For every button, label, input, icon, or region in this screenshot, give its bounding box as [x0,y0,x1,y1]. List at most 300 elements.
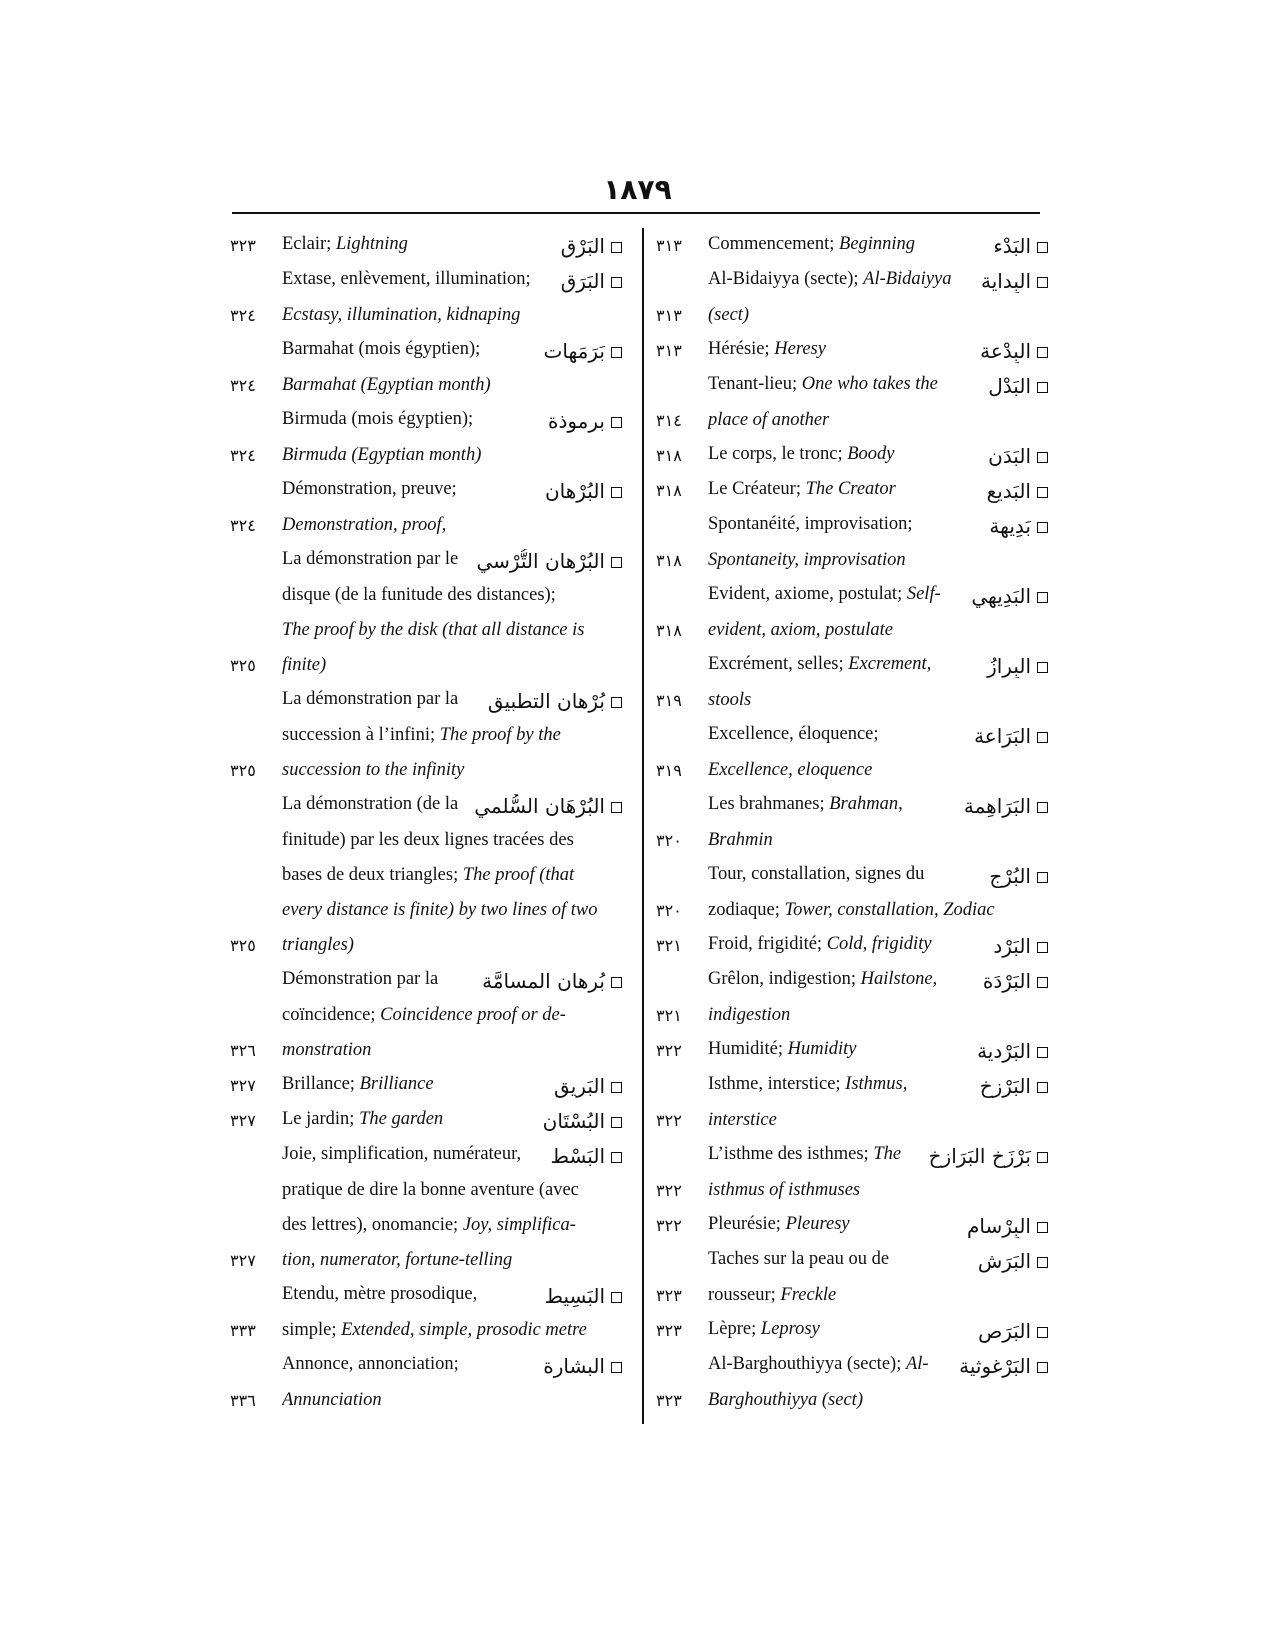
entry-line [656,1243,1060,1278]
entry-text [708,900,1048,921]
square-bullet-icon [611,242,622,253]
square-bullet-icon [611,1362,622,1373]
arabic-headword [545,479,622,503]
arabic-headword [987,654,1048,678]
english-text: stools [708,690,752,710]
english-text: Excrement, [848,653,932,674]
english-text: Barghouthiyya (sect) [708,1390,863,1410]
page-reference: ٣٢٢ [656,1111,682,1130]
french-text: disque (de la funitude des distances); [282,585,556,605]
french-text: Démonstration, preuve; [282,478,457,499]
french-text: Le Créateur; [708,478,806,499]
english-text: The [873,1143,902,1164]
french-text: Lèpre; [708,1318,761,1339]
headword-text: البَسْط [550,1143,605,1168]
entry-text [282,830,622,851]
page-reference: ٣٢٧ [230,1251,256,1270]
entry-line [656,368,1060,403]
page-reference: ٣٢١ [656,1006,682,1025]
entry-text [282,760,622,781]
french-text: des lettres), onomancie; [282,1215,463,1235]
french-text: coïncidence; [282,1005,381,1025]
entry-text [282,620,622,641]
entry-text [282,409,622,433]
headword-text: بَرَمَهات [543,338,605,363]
entry-line [656,893,1060,928]
english-text: The proof by the disk (that all distance is [282,620,585,640]
entry-line [230,438,634,473]
column-divider [642,228,644,1424]
headword-text: البَرْد [993,933,1031,958]
entry-text [282,479,622,503]
arabic-headword [989,514,1048,538]
entry-text [708,1214,1048,1238]
entry-text [708,374,1048,398]
headword-text: البَسِيط [544,1283,605,1308]
english-text: Heresy [774,338,826,359]
entry-text [708,514,1048,538]
french-text: bases de deux triangles; [282,865,463,885]
entry-text [708,690,1048,711]
english-text: Joy, simplifica- [462,1215,576,1235]
square-bullet-icon [611,802,622,813]
entry-text [282,339,622,363]
english-text: monstration [282,1040,372,1060]
page-reference: ٣٢٠ [656,831,682,850]
entry-line [230,1068,634,1103]
page-reference: ٣٢٥ [230,656,256,675]
entry-text [282,234,622,258]
french-text: succession à l’infini; [282,725,440,745]
headword-text: البَدْء [993,233,1031,258]
entry-line [230,648,634,683]
page-reference: ٣٢٢ [656,1216,682,1235]
entry-line [656,333,1060,368]
square-bullet-icon [1037,662,1048,673]
headword-text: البشارة [543,1353,605,1378]
french-text: Barmahat (mois égyptien); [282,338,481,359]
french-text: Spontanéité, improvisation; [708,513,913,534]
square-bullet-icon [611,697,622,708]
headword-text: البَرْغوثية [959,1353,1031,1378]
arabic-headword [488,689,622,713]
french-text: Démonstration par la [282,968,439,989]
entry-line [230,998,634,1033]
headword-text: البُرْهان [544,478,605,503]
page-reference: ٣٢١ [656,936,682,955]
entry-text [282,1144,622,1168]
french-text: Les brahmanes; [708,793,830,814]
square-bullet-icon [1037,487,1048,498]
french-text: Commencement; [708,233,840,254]
entry-line [656,228,1060,263]
entry-line [656,1383,1060,1418]
arabic-headword [989,864,1048,888]
entry-text [708,1390,1048,1411]
french-text: rousseur; [708,1285,781,1305]
french-text: zodiaque; [708,900,785,920]
entry-line [656,858,1060,893]
french-text: Birmuda (mois égyptien); [282,408,474,429]
arabic-headword [929,1144,1048,1168]
english-text: Brilliance [359,1073,434,1094]
french-text: pratique de dire la bonne aventure (avec [282,1180,579,1200]
french-text: Froid, frigidité; [708,933,827,954]
french-text: Eclair; [282,233,336,254]
french-text: Al-Barghouthiyya (secte); [708,1353,906,1374]
headword-text: البَديع [986,478,1031,503]
entry-text [282,445,622,466]
arabic-headword [548,409,622,433]
square-bullet-icon [611,977,622,988]
page-reference: ٣٢٣ [230,236,256,255]
english-text: Self- [906,583,941,604]
entry-text [708,760,1048,781]
square-bullet-icon [611,1152,622,1163]
french-text: Pleurésie; [708,1213,786,1234]
page-reference: ٣٢٤ [230,446,256,465]
entry-line [230,1348,634,1383]
entry-line [656,1033,1060,1068]
arabic-headword [993,234,1048,258]
square-bullet-icon [1037,872,1048,883]
english-text: Beginning [839,233,916,254]
square-bullet-icon [1037,942,1048,953]
entry-line [230,788,634,823]
page-reference: ٣٢٤ [230,306,256,325]
column-left [656,228,1060,1418]
entry-line [230,1313,634,1348]
entry-text [708,479,1048,503]
arabic-headword [988,374,1048,398]
entry-text [708,934,1048,958]
english-text: Coincidence proof or de- [380,1005,566,1025]
entry-line [230,963,634,998]
english-text: Birmuda (Egyptian month) [282,445,482,465]
entry-text [282,1074,622,1098]
arabic-headword [993,934,1048,958]
entry-text [282,655,622,676]
headword-text: بَدِيهة [989,513,1031,538]
english-text: The proof (that [462,865,575,885]
english-text: Leprosy [760,1318,820,1339]
entry-text [282,1320,622,1341]
square-bullet-icon [611,1082,622,1093]
entry-text [282,689,622,713]
square-bullet-icon [1037,1082,1048,1093]
square-bullet-icon [1037,1047,1048,1058]
french-text: Grêlon, indigestion; [708,968,861,989]
arabic-headword [978,1249,1048,1273]
entry-line [230,613,634,648]
english-text: indigestion [708,1005,791,1025]
entry-text [708,234,1048,258]
headword-text: البَدَن [988,443,1031,468]
arabic-headword [554,1074,622,1098]
page-reference: ٣١٨ [656,481,682,500]
square-bullet-icon [1037,452,1048,463]
entry-line [656,613,1060,648]
english-text: Spontaneity, improvisation [708,550,906,570]
arabic-headword [983,969,1048,993]
page-reference: ٣٢٣ [656,1321,682,1340]
entry-line [656,1068,1060,1103]
entry-line [656,403,1060,438]
entry-text [282,1390,622,1411]
french-text: Excellence, éloquence; [708,723,879,744]
headword-text: برموذة [547,408,605,433]
entry-line [656,683,1060,718]
entry-line [230,718,634,753]
english-text: Cold, frigidity [826,933,932,954]
english-text: Demonstration, proof, [282,515,447,535]
arabic-headword [561,234,622,258]
french-text: Le jardin; [282,1108,360,1129]
headword-text: البِدْعة [980,338,1031,363]
square-bullet-icon [1037,382,1048,393]
entry-line [230,753,634,788]
english-text: Brahmin [708,830,773,850]
entry-line [230,368,634,403]
entry-text [282,1250,622,1271]
french-text: La démonstration par le [282,548,459,569]
french-text: Humidité; [708,1038,788,1059]
arabic-headword [544,1284,622,1308]
entry-text [708,794,1048,818]
french-text: Isthme, interstice; [708,1073,846,1094]
arabic-headword [974,724,1048,748]
entry-text [282,1284,622,1308]
page-reference: ٣٣٣ [230,1321,256,1340]
french-text: Al-Bidaiyya (secte); [708,268,864,289]
square-bullet-icon [1037,242,1048,253]
english-text: Excellence, eloquence [708,760,873,780]
french-text: simple; [282,1320,342,1340]
entry-line [656,1103,1060,1138]
french-text: Joie, simplification, numérateur, [282,1143,522,1164]
square-bullet-icon [1037,1362,1048,1373]
page-reference: ٣٢٠ [656,901,682,920]
entry-text [282,549,622,573]
french-text: Hérésie; [708,338,775,359]
headword-text: البُرْهَان السُّلمي [474,793,605,818]
arabic-headword [550,1144,622,1168]
entry-line [656,508,1060,543]
page-reference: ٣١٩ [656,761,682,780]
english-text: succession to the infinity [282,760,465,780]
entry-line [230,403,634,438]
entry-text [708,305,1048,326]
entry-line [656,1208,1060,1243]
english-text: Boody [847,443,895,464]
page-reference: ٣١٤ [656,411,682,430]
square-bullet-icon [611,1292,622,1303]
english-text: (sect) [708,305,750,325]
entry-line [230,298,634,333]
arabic-headword [482,969,622,993]
entry-text [282,725,622,746]
entry-line [656,1348,1060,1383]
headword-text: البِداية [980,268,1031,293]
entry-line [656,753,1060,788]
arabic-headword [544,339,622,363]
french-text: Extase, enlèvement, illumination; [282,268,531,289]
entry-line [656,578,1060,613]
arabic-headword [964,794,1048,818]
headword-text: بَرْزَخ البَرَازخ [928,1143,1031,1168]
entry-text [282,305,622,326]
french-text: L’isthme des isthmes; [708,1143,874,1164]
arabic-headword [980,339,1048,363]
entry-text [282,794,622,818]
arabic-headword [476,549,622,573]
english-text: Annunciation [282,1390,382,1410]
top-rule [232,212,1040,214]
page-reference: ٣٣٦ [230,1391,256,1410]
english-text: Al- [905,1353,929,1374]
entry-line [230,858,634,893]
headword-text: البَرَش [977,1248,1031,1273]
english-text: Ecstasy, illumination, kidnaping [282,305,521,325]
entry-text [708,1110,1048,1131]
entry-line [656,473,1060,508]
french-text: Etendu, mètre prosodique, [282,1283,478,1304]
entry-line [656,263,1060,298]
page-reference: ٣٢٣ [656,1391,682,1410]
arabic-headword [978,1319,1048,1343]
english-text: The proof by the [439,725,561,745]
page-reference: ٣٢٢ [656,1181,682,1200]
headword-text: البَرْدَة [982,968,1031,993]
arabic-headword [543,1354,622,1378]
page-reference: ٣٢٥ [230,936,256,955]
arabic-headword [959,1354,1048,1378]
french-text: Evident, axiome, postulat; [708,583,907,604]
square-bullet-icon [1037,347,1048,358]
page-reference: ٣١٨ [656,551,682,570]
entry-line [656,718,1060,753]
entry-text [708,864,1048,888]
english-text: Extended, simple, prosodic metre [341,1320,587,1340]
entry-text [708,654,1048,678]
french-text: Tour, constallation, signes du [708,863,925,884]
arabic-headword [967,1214,1048,1238]
english-text: place of another [708,410,830,430]
page-reference: ٣١٣ [656,306,682,325]
page-reference: ٣٢٥ [230,761,256,780]
arabic-headword [543,1109,622,1133]
english-text: Brahman, [829,793,903,814]
headword-text: البُرْج [989,863,1031,888]
arabic-headword [971,584,1048,608]
entry-text [708,620,1048,641]
english-text: Barmahat (Egyptian month) [282,375,491,395]
entry-text [708,444,1048,468]
entry-line [656,998,1060,1033]
arabic-headword [987,479,1048,503]
french-text: finitude) par les deux lignes tracées des [282,830,574,850]
english-text: finite) [282,655,327,675]
square-bullet-icon [1037,1152,1048,1163]
entry-text [282,1354,622,1378]
english-text: Humidity [787,1038,857,1059]
arabic-headword [980,1074,1048,1098]
entry-text [282,1180,622,1201]
entry-line [230,578,634,613]
headword-text: البَرَاعة [974,723,1031,748]
square-bullet-icon [1037,522,1048,533]
entry-text [708,1074,1048,1098]
entry-line [230,1208,634,1243]
headword-text: البَرْق [560,233,605,258]
entry-line [230,473,634,508]
french-text: Le corps, le tronc; [708,443,848,464]
entry-line [230,543,634,578]
french-text: Excrément, selles; [708,653,849,674]
entry-text [282,1109,622,1133]
english-text: Freckle [780,1285,837,1305]
entry-text [708,339,1048,363]
entry-line [656,298,1060,333]
entry-line [230,508,634,543]
headword-text: البَرْزخ [979,1073,1031,1098]
page-reference: ٣٢٧ [230,1076,256,1095]
entry-line [230,1033,634,1068]
headword-text: البِرازُ [987,653,1031,678]
square-bullet-icon [1037,1222,1048,1233]
square-bullet-icon [611,277,622,288]
entry-line [656,438,1060,473]
entry-text [282,935,622,956]
french-text: Tenant-lieu; [708,373,802,394]
page-reference: ٣٢٤ [230,516,256,535]
square-bullet-icon [1037,592,1048,603]
page-reference: ٣٢٧ [230,1111,256,1130]
english-text: isthmus of isthmuses [708,1180,861,1200]
english-text: Hailstone, [860,968,938,989]
page-reference: ٣١٣ [656,236,682,255]
french-text: La démonstration (de la [282,793,459,814]
entry-line [656,1278,1060,1313]
headword-text: البُرْهان التُّرْسي [476,548,605,573]
entry-line [230,1383,634,1418]
french-text: Taches sur la peau ou de [708,1248,890,1269]
page-reference: ٣١٩ [656,691,682,710]
entry-text [708,550,1048,571]
page-reference: ٣٢٤ [230,376,256,395]
arabic-headword [474,794,622,818]
headword-text: البَرَص [978,1318,1031,1343]
page-reference: ٣١٨ [656,621,682,640]
entry-line [656,1138,1060,1173]
entry-text [708,830,1048,851]
english-text: Tower, constallation, Zodiac [784,900,995,920]
arabic-headword [981,269,1048,293]
french-text: Brillance; [282,1073,360,1094]
entry-text [708,1285,1048,1306]
english-text: evident, axiom, postulate [708,620,893,640]
arabic-headword [977,1039,1048,1063]
entry-line [656,1173,1060,1208]
entry-text [282,1005,622,1026]
square-bullet-icon [1037,732,1048,743]
arabic-headword [561,269,622,293]
headword-text: البَدِيهي [971,583,1031,608]
page-reference: ٣٢٦ [230,1041,256,1060]
headword-text: البِرْسام [967,1213,1031,1238]
entry-text [282,269,622,293]
entry-line [230,1103,634,1138]
